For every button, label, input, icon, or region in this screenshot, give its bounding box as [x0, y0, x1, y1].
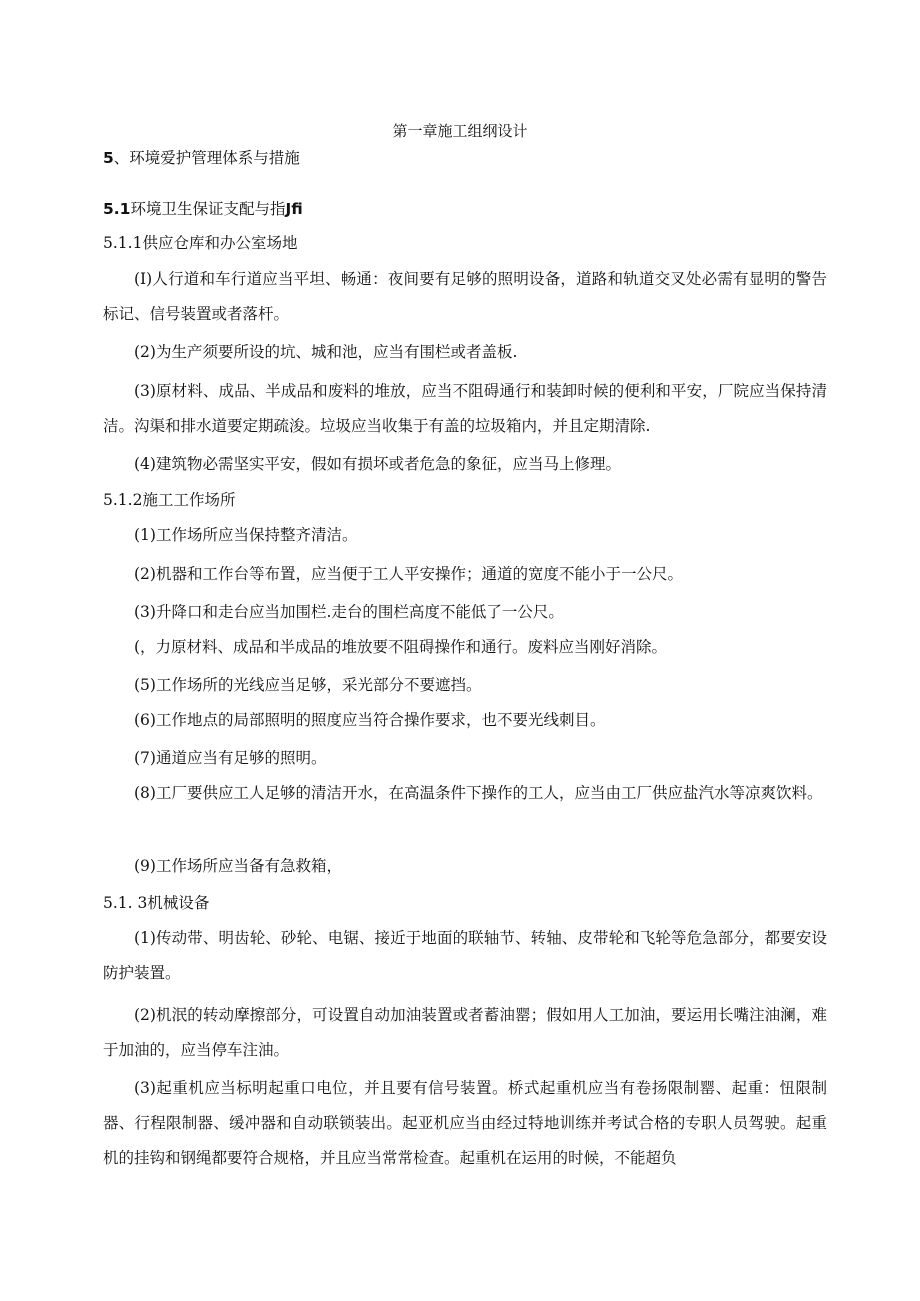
paragraph: (3)起重机应当标明起重口电位，并且要有信号装置。桥式起重机应当有卷扬限制罂、起重：忸限制器、行程限制器、缓冲器和自动联锁装出。起亚机应当由经过特地训练并考试合格的专职人员驾驶。起重机的挂钩和钢绳都要符合规格，并且应当常常检查。起重机在运用的时候，不能超负 [103, 1079, 827, 1167]
heading-5-1-1: 5.1.1供应仓库和办公室场地 [103, 234, 298, 252]
section-heading [103, 148, 300, 168]
paragraph: (1)工作场所应当保持整齐清洁。 [134, 526, 358, 544]
heading-5-1-2: 5.1.2施工工作场所 [103, 491, 236, 509]
paragraph: (9)工作场所应当备有急救箱， [134, 857, 342, 875]
section-title: 、环境爱护管理体系与措施 [113, 149, 300, 167]
paragraph: (3)原材料、成品、半成品和废料的堆放，应当不阻碍通行和装卸时候的便利和平安，厂院应当保持清洁。沟渠和排水道要定期疏浚。垃圾应当收集于有盖的垃圾箱内，并且定期清除. [103, 382, 827, 435]
paragraph: (5)工作场所的光线应当足够，采光部分不要遮挡。 [134, 676, 482, 694]
paragraph: (1)传动带、明齿轮、砂轮、电锯、接近于地面的联轴节、转轴、皮带轮和飞轮等危急部分，都要安设防护装置。 [103, 929, 827, 982]
paragraph: (8)工厂要供应工人足够的清洁开水，在高温条件下操作的工人，应当由工厂供应盐汽水等凉爽饮料。 [134, 784, 823, 802]
paragraph: (I)人行道和车行道应当平坦、畅通：夜间要有足够的照明设备，道路和轨道交叉处必需有显明的警告标记、信号装置或者落杆。 [103, 270, 827, 323]
paragraph: (3)升降口和走台应当加围栏.走台的围栏高度不能低了一公尺。 [134, 603, 564, 621]
paragraph: (2)为生产须要所设的坑、城和池，应当有围栏或者盖板. [134, 343, 518, 361]
heading-5-1-3: 5.1. 3机械设备 [103, 894, 210, 912]
paragraph: (6)工作地点的局部照明的照度应当符合操作要求，也不要光线刺目。 [134, 711, 606, 729]
paragraph: (2)机泯的转动摩擦部分，可设置自动加油装置或者蓄油罂；假如用人工加油，要运用长嘴注油澜，难于加油的，应当停车注油。 [103, 1006, 827, 1059]
paragraph: (7)通道应当有足够的照明。 [134, 749, 327, 767]
subsection-heading [103, 199, 303, 219]
chapter-title: 第一章施工组纲设计 [392, 122, 528, 140]
subsection-number: 5.1 [103, 200, 131, 218]
paragraph: (2)机器和工作台等布置，应当便于工人平安操作；通道的宽度不能小于一公尺。 [134, 565, 683, 583]
paragraph: (4)建筑物必需坚实平安，假如有损坏或者危急的象征，应当马上修理。 [134, 455, 621, 473]
subsection-suffix: Jfi [285, 200, 303, 218]
paragraph: (，力原材料、成品和半成品的堆放要不阻碍操作和通行。废料应当刚好消除。 [134, 638, 668, 656]
section-number: 5 [103, 149, 114, 167]
subsection-title: 环境卫生保证支配与指 [130, 200, 286, 218]
